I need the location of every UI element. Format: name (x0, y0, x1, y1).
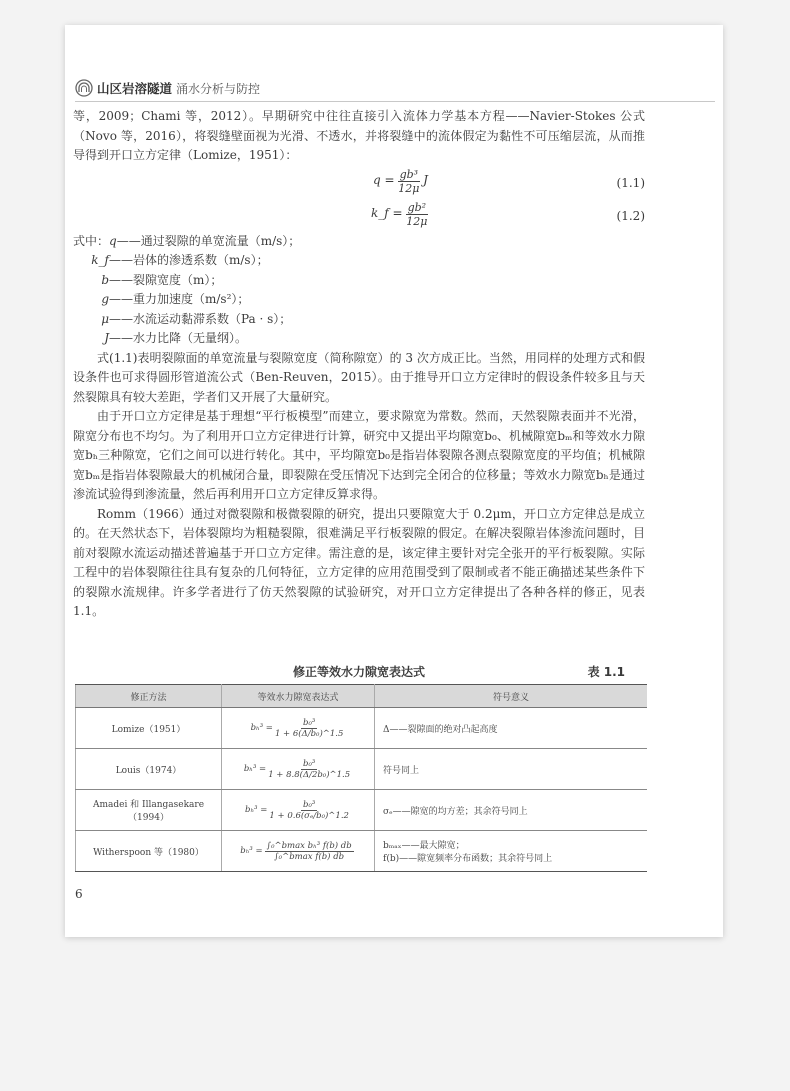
paragraph-2: 式(1.1)表明裂隙面的单宽流量与裂隙宽度（简称隙宽）的 3 次方成正比。当然，用同样的处理方式和假设条件也可求得圆形管道流公式（Ben-Reuven，2015）。由于推导开口立方定律时的假设条件较多且与天然裂隙具有较大差距，学者们又开展了大量研究。 (73, 350, 645, 404)
eq2-numerator: gb² (407, 200, 427, 214)
header-meaning: 符号意义 (375, 685, 648, 708)
cell-method: Lomize（1951） (76, 708, 222, 749)
meaning-line-1: bₘₐₓ——最大隙宽； (383, 841, 465, 851)
formula-lhs: bₕ³ = (245, 805, 268, 815)
def-row (73, 310, 645, 330)
formula-numerator: ∫₀^bmax bₕ³ f(b) db (266, 840, 352, 851)
def-row (73, 329, 645, 349)
eq1-lhs: q = (373, 173, 395, 188)
header-formula: 等效水力隙宽表达式 (222, 685, 375, 708)
table-caption-row (73, 663, 645, 683)
def-symbol: q (109, 233, 117, 248)
formula-numerator: b₀³ (303, 799, 316, 810)
meaning-line-2: f(b)——隙宽频率分布函数；其余符号同上 (383, 854, 553, 864)
eq1-numerator: gb³ (399, 167, 419, 181)
eq1-fraction (398, 168, 421, 195)
correction-table (75, 684, 647, 872)
table-caption: 修正等效水力隙宽表达式 (292, 665, 425, 679)
cell-formula (222, 790, 375, 831)
formula-denominator: ∫₀^bmax f(b) db (274, 851, 345, 862)
formula-lhs: bₕ³ = (240, 846, 263, 856)
def-row (73, 251, 645, 271)
def-row (73, 232, 645, 252)
def-text: ——水力比降（无量纲）。 (109, 331, 248, 345)
def-symbol: μ (101, 311, 109, 326)
running-header (75, 77, 715, 99)
body-text (73, 107, 645, 622)
def-lead: 式中： (73, 233, 110, 248)
paragraph-3: 由于开口立方定律是基于理想“平行板模型”而建立，要求隙宽为常数。然而，天然裂隙表面并不光滑，隙宽分布也不均匀。为了利用开口立方定律进行计算，研究中又提出平均隙宽b₀、机械隙宽bₘ和等效水力隙宽bₕ三种隙宽，它们之间可以进行转化。其中，平均隙宽b₀是指岩体裂隙各测点裂隙宽度的平均值；机械隙宽bₘ是指岩体裂隙最大的机械闭合量，即裂隙在受压情况下达到完全闭合的位移量；等效水力隙宽bₕ是通过渗流试验得到渗流量，然后再利用开口立方定律反算求得。 (73, 409, 645, 501)
def-symbol: k_f (91, 253, 109, 267)
page-number: 6 (75, 887, 83, 901)
formula-lhs: bₕ³ = (243, 764, 267, 774)
cell-meaning (375, 831, 648, 872)
mountain-tunnel-logo-icon (75, 79, 93, 97)
formula-denominator: 1 + 0.6(σₑ/b₀)^1.2 (269, 810, 349, 821)
book-title: 山区岩溶隧道 (97, 81, 173, 96)
formula-numerator: b₀³ (303, 758, 316, 769)
eq1-denominator: 12μ (398, 181, 420, 195)
cell-formula (222, 831, 375, 872)
table-row (76, 790, 648, 831)
equation-2 (73, 199, 645, 232)
cell-meaning: 符号同上 (375, 749, 648, 790)
eq2-number: (1.2) (616, 208, 645, 223)
cell-method: Louis（1974） (76, 749, 222, 790)
def-text: ——通过裂隙的单宽流量（m/s）； (116, 233, 301, 248)
formula-denominator: 1 + 6(Δ/b₀)^1.5 (274, 728, 344, 739)
def-text: ——重力加速度（m/s²）； (109, 292, 250, 306)
table-row (76, 749, 648, 790)
formula-denominator: 1 + 8.8(Δ/2b₀)^1.5 (268, 769, 351, 780)
cell-formula (222, 749, 375, 790)
eq2-fraction (406, 201, 429, 228)
def-symbol: g (101, 292, 109, 306)
def-row (73, 271, 645, 291)
eq2-denominator: 12μ (406, 214, 428, 228)
cell-method: Amadei 和 Illangasekare（1994） (76, 790, 222, 831)
equation-1 (73, 166, 645, 199)
formula-lhs: bₕ³ = (250, 723, 273, 733)
table-number: 表 1.1 (587, 665, 625, 679)
table-row (76, 708, 648, 749)
table-row (76, 831, 648, 872)
def-text: ——裂隙宽度（m）； (109, 272, 223, 287)
header-rule (75, 101, 715, 102)
cell-meaning: σₑ——隙宽的均方差；其余符号同上 (375, 790, 648, 831)
symbol-definitions (73, 232, 645, 349)
book-subtitle: 涌水分析与防控 (176, 81, 261, 96)
eq1-tail: J (423, 173, 428, 188)
header-method: 修正方法 (76, 685, 222, 708)
def-symbol: J (104, 331, 109, 345)
formula-numerator: b₀³ (303, 717, 316, 728)
paragraph-4: Romm（1966）通过对微裂隙和极微裂隙的研究，提出只要隙宽大于 0.2μm，开口立方定律总是成立的。在天然状态下，岩体裂隙均为粗糙裂隙，很难满足平行板裂隙的假定。在解决裂隙岩体渗流问题时，目前对裂隙水流运动描述普遍基于开口立方定律。需注意的是，该定律主要针对完全张开的平行板裂隙。实际工程中的岩体裂隙往往具有复杂的几何特征，立方定律的应用范围受到了限制或者不能正确描述某些条件下的裂隙水流规律。许多学者进行了仿天然裂隙的试验研究，对开口立方定律提出了各种各样的修正，见表 1.1。 (73, 506, 645, 618)
table-header-row (76, 685, 648, 708)
def-text: ——水流运动黏滞系数（Pa · s）； (109, 311, 292, 326)
def-text: ——岩体的渗透系数（m/s）； (109, 253, 269, 267)
cell-method: Witherspoon 等（1980） (76, 831, 222, 872)
def-symbol: b (101, 272, 109, 287)
cell-meaning: Δ——裂隙面的绝对凸起高度 (375, 708, 648, 749)
cell-formula (222, 708, 375, 749)
def-row (73, 290, 645, 310)
eq2-lhs: k_f = (371, 206, 403, 221)
paragraph-1: 等，2009；Chami 等，2012）。早期研究中往往直接引入流体力学基本方程——Navier-Stokes 公式（Novo 等，2016），将裂缝壁面视为光滑、不透水，并将裂缝中的流体假定为黏性不可压缩层流，从而推导得到开口立方定律（Lomize，1951）： (73, 109, 645, 162)
eq1-number: (1.1) (616, 175, 645, 190)
book-page (65, 25, 723, 937)
